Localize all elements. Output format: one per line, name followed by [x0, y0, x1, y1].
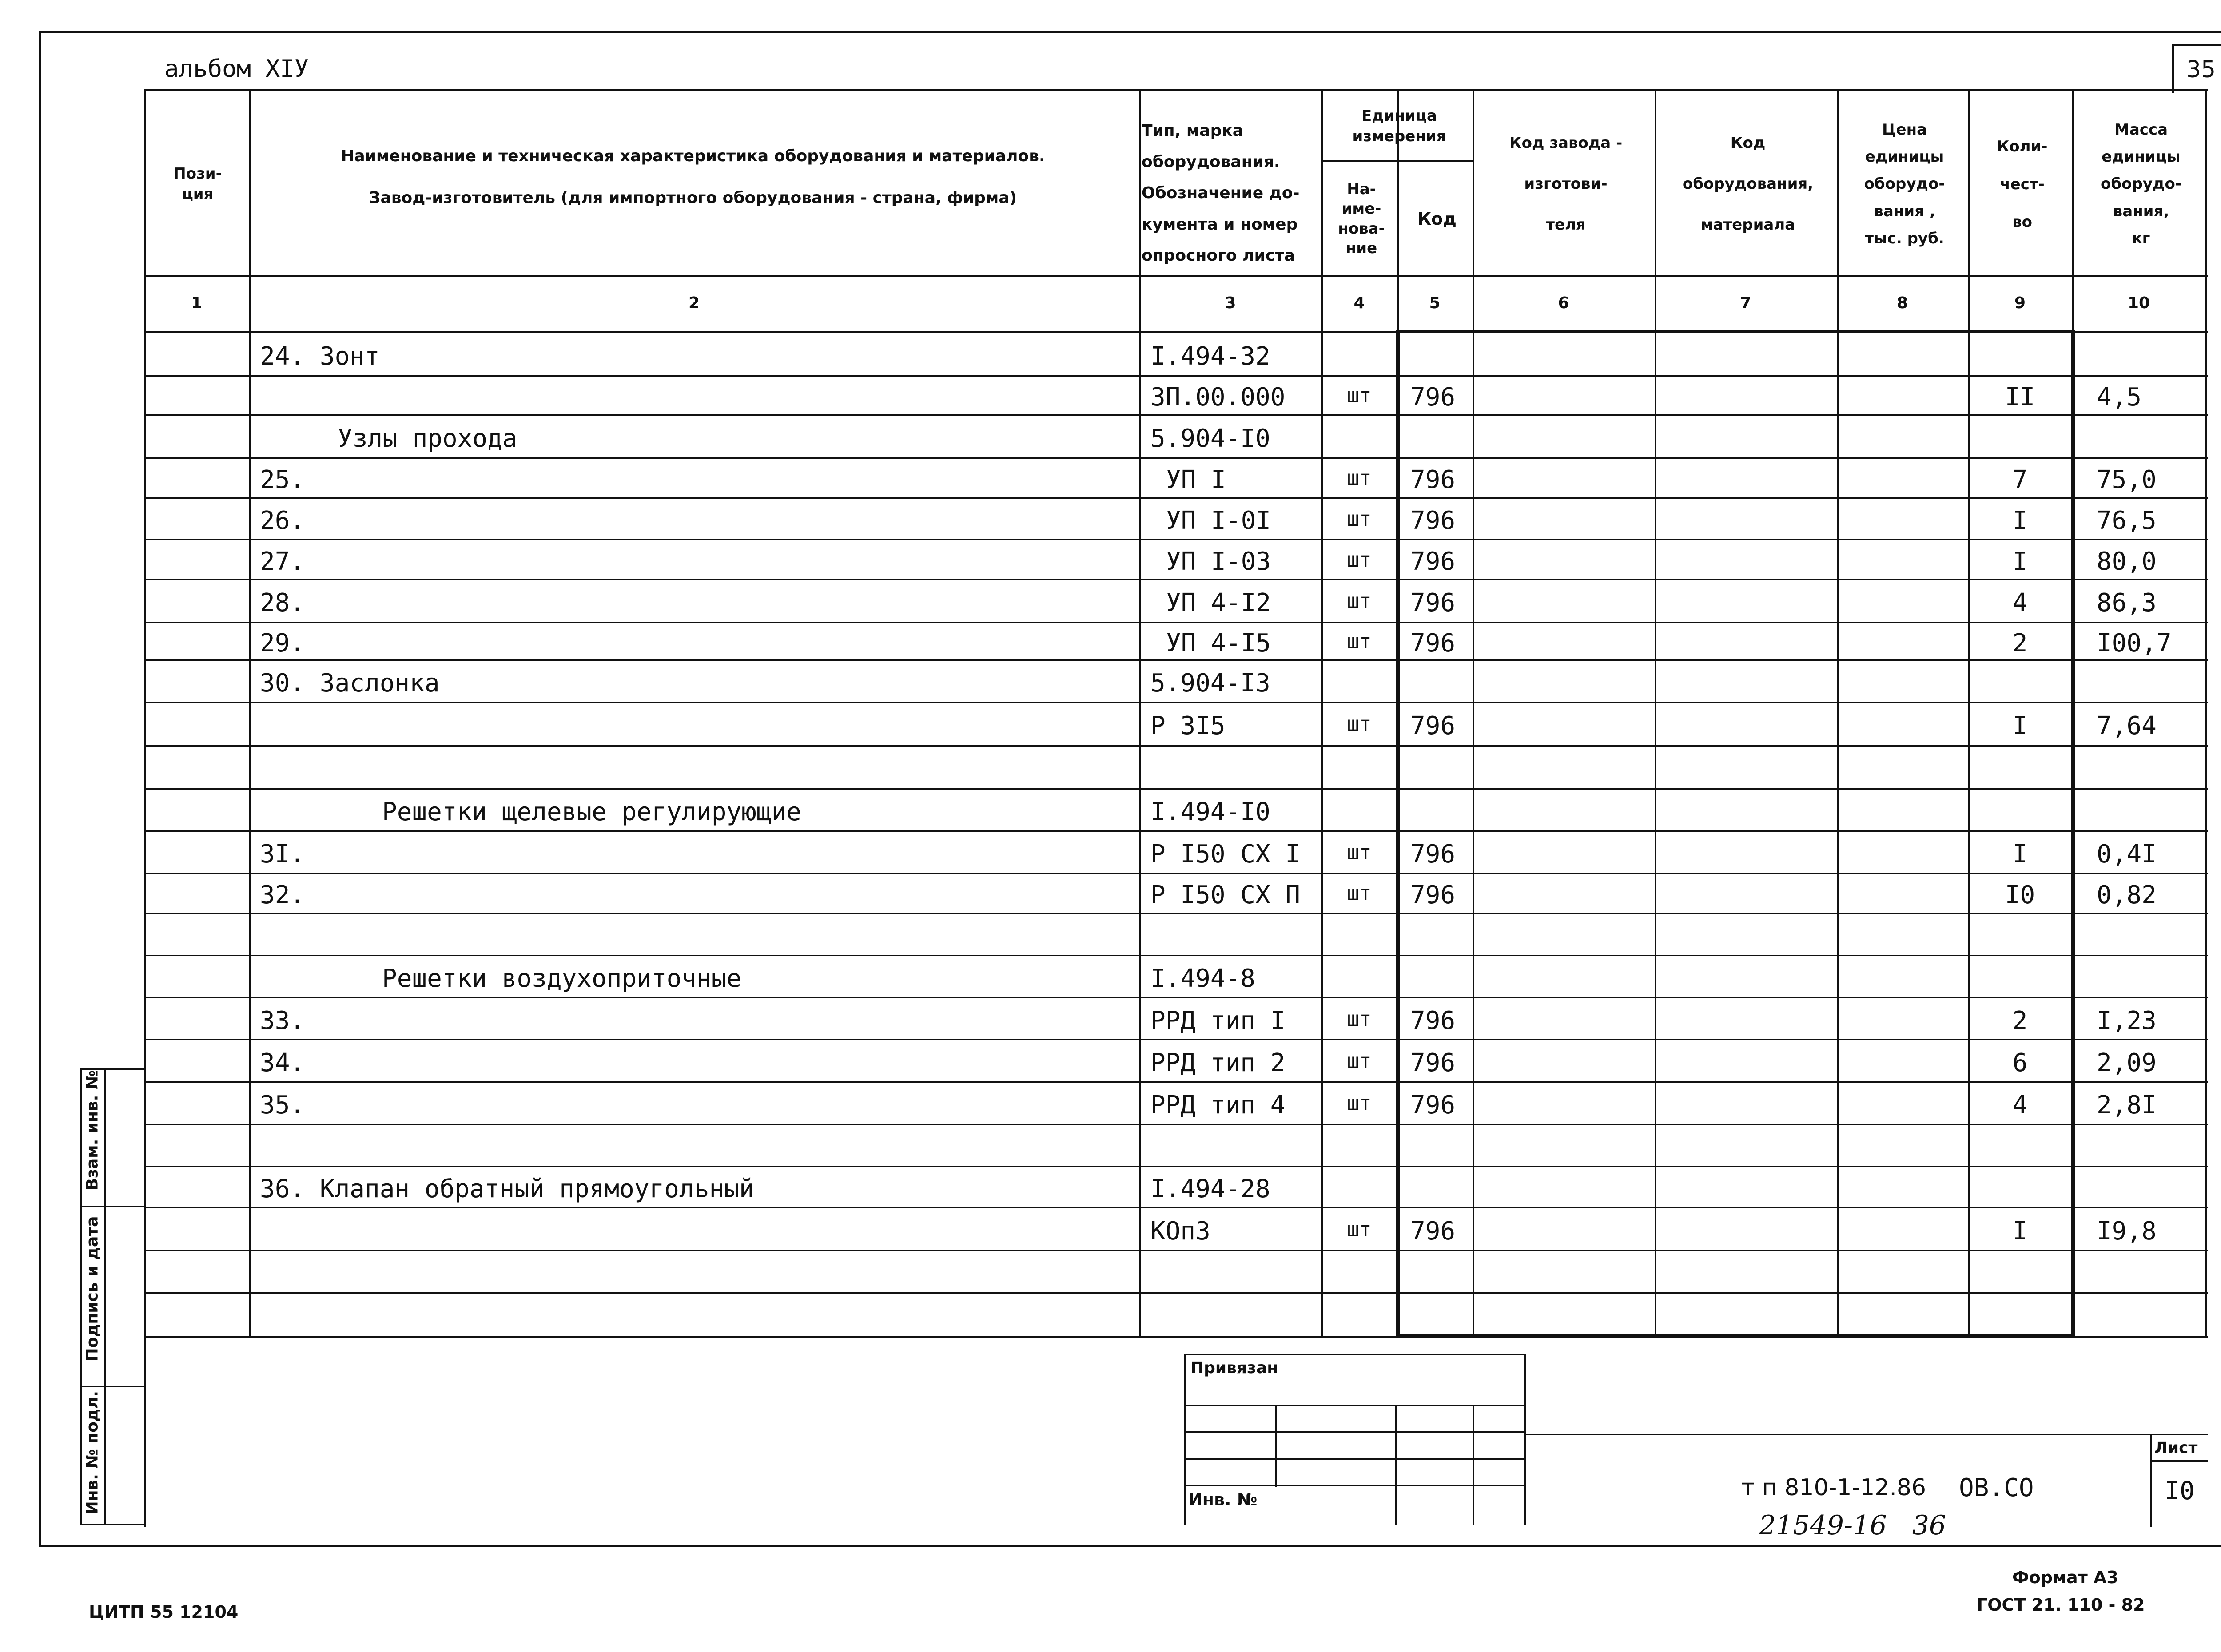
row-type: УП I	[1166, 465, 1226, 494]
row-mass: I00,7	[2097, 628, 2172, 658]
stamp-top	[1184, 1354, 1526, 1355]
row-unit: шт	[1347, 840, 1372, 864]
row-line-18	[144, 1081, 2208, 1083]
side-strip-bottom	[80, 1524, 144, 1525]
row-line-4	[144, 497, 2208, 499]
row-type: КОп3	[1150, 1216, 1210, 1246]
row-name: 26.	[260, 506, 305, 535]
row-unit-code: 796	[1410, 1006, 1456, 1035]
row-line-16	[144, 997, 2208, 998]
row-line-1	[144, 375, 2208, 377]
stamp-right	[1524, 1354, 1526, 1525]
row-type: I.494-8	[1150, 964, 1256, 993]
row-unit: шт	[1347, 1217, 1372, 1241]
sheet-label: Лист	[2154, 1439, 2198, 1457]
row-unit-code: 796	[1410, 506, 1456, 535]
row-line-3	[144, 457, 2208, 459]
stamp-col3	[1473, 1405, 1474, 1525]
row-line-2	[144, 414, 2208, 416]
frame-bottom	[39, 1545, 2221, 1547]
row-type: УП 4-I5	[1166, 628, 1271, 658]
header-equipment-code: Код оборудования, материала	[1682, 134, 1814, 234]
stamp-privyazan: Привязан	[1190, 1359, 1278, 1377]
side-label-vzam: Взам. инв. №	[83, 1070, 102, 1191]
row-name: 34.	[260, 1048, 305, 1077]
row-unit: шт	[1347, 881, 1372, 905]
row-unit-code: 796	[1410, 465, 1456, 494]
column-number: 9	[2014, 294, 2026, 312]
handwritten-number: 21549-16 36	[1759, 1510, 1946, 1541]
column-number: 7	[1740, 294, 1751, 312]
side-strip-mid	[104, 1068, 106, 1525]
row-unit: шт	[1347, 1091, 1372, 1115]
row-quantity: I	[2012, 711, 2028, 740]
row-mass: 0,82	[2097, 881, 2157, 909]
row-type: РРД тип 4	[1150, 1090, 1286, 1120]
stamp-line2	[1184, 1431, 1526, 1433]
row-unit-code: 796	[1410, 383, 1456, 412]
row-type: 5.904-I3	[1150, 668, 1270, 698]
row-mass: 2,8I	[2097, 1090, 2157, 1120]
row-mass: I9,8	[2097, 1216, 2157, 1246]
row-type: РРД тип 2	[1150, 1048, 1286, 1077]
row-line-10	[144, 745, 2208, 747]
row-quantity: 4	[2012, 588, 2028, 617]
row-type: I.494-I0	[1150, 797, 1270, 826]
column-number: 4	[1353, 294, 1365, 312]
side-strip-div1	[80, 1206, 144, 1207]
row-mass: 7,64	[2097, 711, 2157, 740]
column-number: 2	[688, 294, 700, 312]
header-unit-group: Единица измерения	[1352, 107, 1446, 145]
footer-left: ЦИТП 55 12104	[89, 1602, 239, 1622]
row-mass: 75,0	[2097, 465, 2157, 494]
row-type: УП I-03	[1166, 547, 1271, 576]
row-quantity: II	[2005, 383, 2035, 412]
row-name: 27.	[260, 547, 305, 576]
column-number: 8	[1896, 294, 1908, 312]
row-unit: шт	[1347, 466, 1372, 490]
header-mass: Масса единицы оборудо- вания, кг	[2101, 121, 2181, 247]
row-name: 35.	[260, 1090, 305, 1120]
header-type: Тип, марка оборудования. Обозначение до- кумента и номер опросного листа	[1142, 122, 1300, 265]
row-unit-code: 796	[1410, 628, 1456, 658]
row-line-12	[144, 830, 2208, 832]
row-quantity: 6	[2012, 1048, 2028, 1077]
frame-left	[39, 31, 41, 1545]
stamp-col1	[1275, 1405, 1277, 1487]
row-name: 28.	[260, 588, 305, 617]
row-unit-code: 796	[1410, 1216, 1456, 1246]
row-unit-code: 796	[1410, 839, 1456, 869]
row-mass: 0,4I	[2097, 839, 2157, 869]
row-quantity: 2	[2012, 1006, 2028, 1035]
row-type: 5.904-I0	[1150, 424, 1270, 453]
frame-top	[39, 31, 2221, 33]
column-number: 5	[1429, 294, 1441, 312]
row-name: 29.	[260, 628, 305, 658]
row-quantity: I	[2012, 839, 2028, 869]
header-position: Пози- ция	[173, 165, 222, 203]
header-factory-code: Код завода - изготови- теля	[1509, 134, 1623, 234]
row-name: 25.	[260, 465, 305, 494]
row-name: Решетки воздухоприточные	[382, 964, 742, 993]
row-quantity: I	[2012, 506, 2028, 535]
row-quantity: 4	[2012, 1090, 2028, 1120]
row-type: УП I-0I	[1166, 506, 1271, 535]
bottom-area-left	[144, 1336, 146, 1527]
row-unit: шт	[1347, 383, 1372, 407]
row-mass: I,23	[2097, 1006, 2157, 1035]
row-line-20	[144, 1166, 2208, 1167]
row-name: 24. Зонт	[260, 342, 380, 371]
stamp-line4	[1184, 1485, 1526, 1486]
row-type: Р ЗI5	[1150, 711, 1226, 740]
row-quantity: I0	[2005, 881, 2035, 909]
stamp-line3	[1184, 1458, 1526, 1460]
row-unit-code: 796	[1410, 881, 1456, 909]
row-line-9	[144, 702, 2208, 703]
row-line-19	[144, 1124, 2208, 1125]
row-mass: 76,5	[2097, 506, 2157, 535]
column-number: 6	[1558, 294, 1569, 312]
row-mass: 2,09	[2097, 1048, 2157, 1077]
row-quantity: 2	[2012, 628, 2028, 658]
column-number: 1	[191, 294, 203, 312]
row-line-15	[144, 955, 2208, 956]
header-price: Цена единицы оборудо- вания , тыс. руб.	[1864, 121, 1945, 247]
stamp-left	[1184, 1354, 1186, 1525]
row-line-8	[144, 659, 2208, 661]
side-label-inv-podl: Инв. № подл.	[83, 1390, 102, 1515]
row-quantity: I	[2012, 1216, 2028, 1246]
row-unit: шт	[1347, 629, 1372, 653]
side-strip-div2	[80, 1386, 144, 1387]
page-number: 35	[2186, 56, 2216, 83]
row-type: Р I50 СХ П	[1150, 881, 1301, 909]
row-type: Р I50 СХ I	[1150, 839, 1301, 869]
doc-suffix: ОВ.СО	[1959, 1473, 2034, 1502]
row-line-17	[144, 1039, 2208, 1040]
row-quantity: 7	[2012, 465, 2028, 494]
stamp-col2	[1395, 1405, 1397, 1525]
row-mass: 86,3	[2097, 588, 2157, 617]
row-type: УП 4-I2	[1166, 588, 1271, 617]
header-quantity: Коли- чест- во	[1997, 137, 2048, 231]
row-line-7	[144, 622, 2208, 623]
row-unit: шт	[1347, 712, 1372, 736]
row-type: РРД тип I	[1150, 1006, 1286, 1035]
stamp-line1	[1184, 1405, 1526, 1406]
row-mass: 4,5	[2097, 383, 2142, 412]
header-name: Наименование и техническая характеристика оборудования и материалов. Завод-изготовитель (для импортного оборудования - страна, фирма)	[341, 147, 1045, 207]
row-name: 3I.	[260, 839, 305, 869]
row-name: Решетки щелевые регулирующие	[382, 797, 802, 826]
side-strip-left	[80, 1068, 82, 1525]
row-unit: шт	[1347, 507, 1372, 531]
header-unit-name: На- име- нова- ние	[1338, 180, 1385, 257]
album-label: альбом XIУ	[164, 55, 309, 83]
row-mass: 80,0	[2097, 547, 2157, 576]
row-unit: шт	[1347, 547, 1372, 572]
side-label-podpis: Подпись и дата	[83, 1216, 102, 1362]
row-name: 36. Клапан обратный прямоугольный	[260, 1174, 754, 1203]
row-line-11	[144, 788, 2208, 790]
row-line-5	[144, 539, 2208, 540]
row-name: 32.	[260, 881, 305, 909]
column-number: 3	[1225, 294, 1236, 312]
row-unit-code: 796	[1410, 547, 1456, 576]
footer-gost: ГОСТ 21. 110 - 82	[1977, 1595, 2145, 1615]
sheet-value: I0	[2165, 1476, 2195, 1505]
row-line-6	[144, 579, 2208, 580]
side-strip-top	[80, 1068, 144, 1070]
row-type: I.494-28	[1150, 1174, 1270, 1203]
footer-format: Формат А3	[2012, 1568, 2118, 1587]
row-line-22	[144, 1250, 2208, 1251]
row-line-23	[144, 1292, 2208, 1294]
row-unit-code: 796	[1410, 588, 1456, 617]
row-line-14	[144, 913, 2208, 914]
header-unit-code: Код	[1417, 209, 1457, 229]
row-type: I.494-32	[1150, 342, 1270, 371]
row-name: Узлы прохода	[338, 424, 517, 453]
bold-block-bottom	[1396, 1334, 2075, 1337]
row-unit: шт	[1347, 1048, 1372, 1073]
row-unit-code: 796	[1410, 1090, 1456, 1120]
row-name: 33.	[260, 1006, 305, 1035]
title-block-top	[1524, 1434, 2208, 1435]
row-line-13	[144, 873, 2208, 874]
stamp-inv-no: Инв. №	[1188, 1490, 1258, 1509]
row-quantity: I	[2012, 547, 2028, 576]
row-unit-code: 796	[1410, 1048, 1456, 1077]
row-unit-code: 796	[1410, 711, 1456, 740]
row-unit: шт	[1347, 1006, 1372, 1031]
doc-code: т п 810-1-12.86	[1741, 1474, 1926, 1501]
row-line-21	[144, 1207, 2208, 1208]
row-unit: шт	[1347, 588, 1372, 613]
column-number: 10	[2127, 294, 2150, 312]
row-type: ЗП.00.000	[1150, 383, 1286, 412]
row-name: 30. Заслонка	[260, 668, 440, 698]
